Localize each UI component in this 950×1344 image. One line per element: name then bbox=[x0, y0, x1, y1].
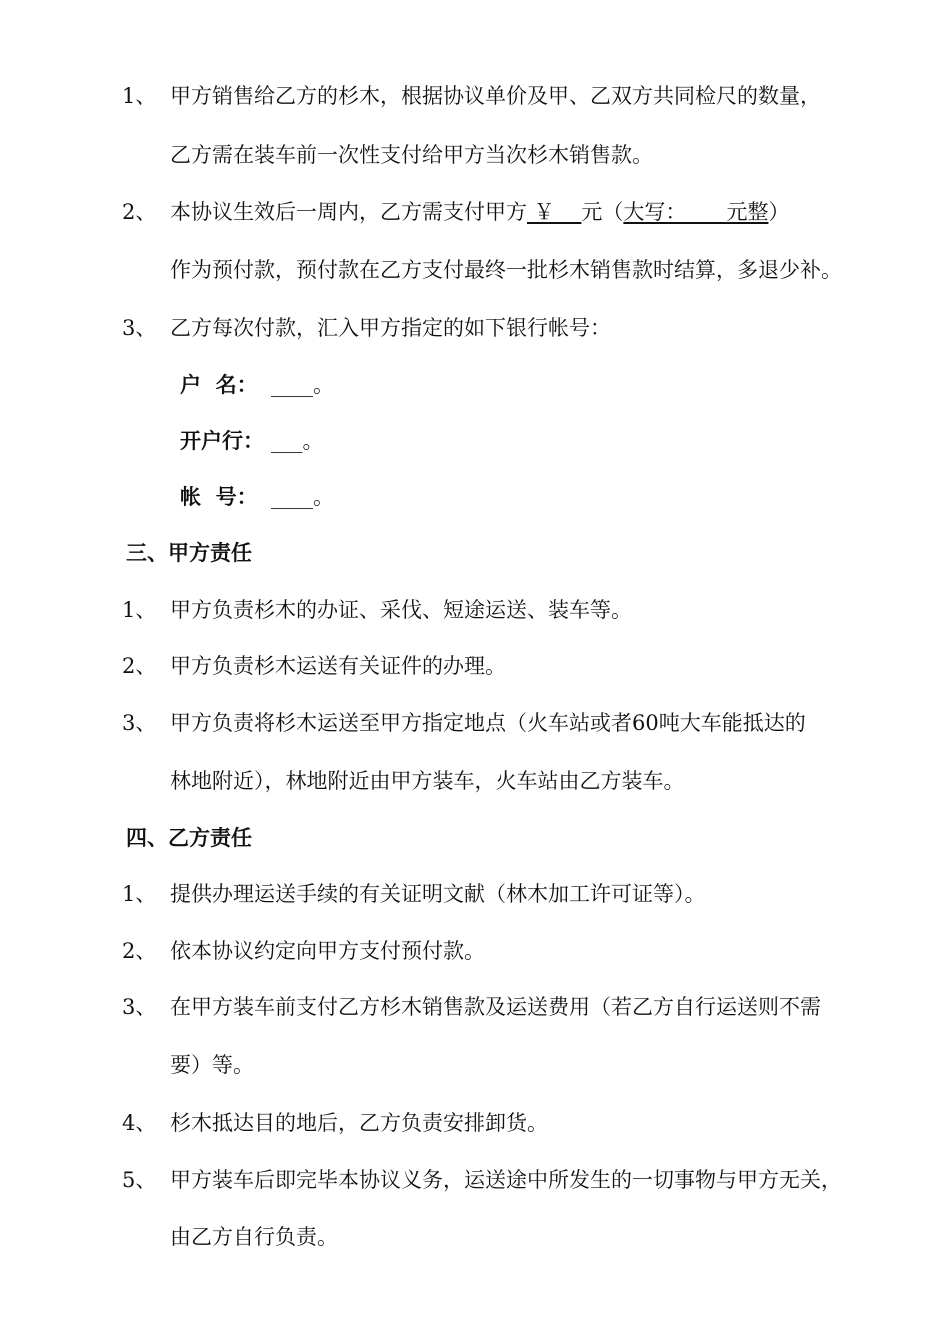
section-heading: 三、甲方责任 bbox=[126, 540, 252, 565]
item-text: 乙方每次付款，汇入甲方指定的如下银行帐号： bbox=[170, 316, 611, 340]
payment-item-2-continued bbox=[0, 250, 950, 290]
item-text-part: ） bbox=[768, 200, 790, 224]
payment-item-1 bbox=[0, 76, 950, 116]
item-text: 甲方负责杉木的办证、采伐、短途运送、装车等。 bbox=[170, 598, 632, 622]
item-text-continued: 作为预付款，预付款在乙方支付最终一批杉木销售款时结算，多退少补。 bbox=[170, 258, 842, 282]
item-text: 杉木抵达目的地后，乙方负责安排卸货。 bbox=[170, 1111, 548, 1135]
account-number-label: 帐 号： bbox=[180, 484, 258, 509]
section-3-heading-row bbox=[0, 533, 950, 573]
item-number: 3、 bbox=[122, 995, 157, 1019]
item-number: 5、 bbox=[122, 1168, 157, 1192]
account-number-value: ____。 bbox=[271, 485, 334, 509]
item-number: 2、 bbox=[122, 939, 157, 963]
party-b-item-2 bbox=[0, 931, 950, 971]
item-number: 1、 bbox=[122, 84, 157, 108]
payment-item-2 bbox=[0, 192, 950, 232]
item-text: 甲方负责杉木运送有关证件的办理。 bbox=[170, 654, 506, 678]
party-b-item-5 bbox=[0, 1160, 950, 1200]
prepayment-amount-in-words-blank: 大写： 元整 bbox=[623, 200, 769, 224]
item-text: 甲方销售给乙方的杉木，根据协议单价及甲、乙双方共同检尺的数量， bbox=[170, 84, 821, 108]
bank-account-number-row bbox=[0, 477, 950, 517]
item-text: 提供办理运送手续的有关证明文献（林木加工许可证等）。 bbox=[170, 882, 706, 906]
bank-name-value: ___。 bbox=[271, 429, 324, 453]
payment-item-1-continued bbox=[0, 135, 950, 175]
bank-account-name-row bbox=[0, 365, 950, 405]
item-text-continued: 由乙方自行负责。 bbox=[170, 1225, 338, 1249]
item-text: 依本协议约定向甲方支付预付款。 bbox=[170, 939, 485, 963]
item-number: 3、 bbox=[122, 316, 157, 340]
item-text: 甲方装车后即完毕本协议义务，运送途中所发生的一切事物与甲方无关， bbox=[170, 1168, 842, 1192]
section-heading: 四、乙方责任 bbox=[126, 825, 252, 850]
account-name-value: ____。 bbox=[271, 373, 334, 397]
party-a-item-1 bbox=[0, 590, 950, 630]
item-text: 在甲方装车前支付乙方杉木销售款及运送费用（若乙方自行运送则不需 bbox=[170, 995, 821, 1019]
party-b-item-3 bbox=[0, 987, 950, 1027]
item-number: 1、 bbox=[122, 598, 157, 622]
section-4-heading-row bbox=[0, 818, 950, 858]
item-text bbox=[170, 192, 789, 232]
party-b-item-4 bbox=[0, 1103, 950, 1143]
party-b-item-5-continued bbox=[0, 1217, 950, 1257]
party-a-item-3-continued bbox=[0, 761, 950, 801]
item-number: 4、 bbox=[122, 1111, 157, 1135]
party-b-item-3-continued bbox=[0, 1045, 950, 1085]
item-number: 1、 bbox=[122, 882, 157, 906]
bank-name-label: 开户行： bbox=[180, 428, 264, 453]
party-b-item-1 bbox=[0, 874, 950, 914]
item-text-continued: 林地附近），林地附近由甲方装车，火车站由乙方装车。 bbox=[170, 769, 685, 793]
bank-name-row bbox=[0, 421, 950, 461]
item-text-part: 本协议生效后一周内，乙方需支付甲方 bbox=[170, 200, 527, 224]
item-text: 甲方负责将杉木运送至甲方指定地点（火车站或者60吨大车能抵达的 bbox=[170, 711, 806, 735]
item-text-continued: 要）等。 bbox=[170, 1053, 254, 1077]
party-a-item-3 bbox=[0, 703, 950, 743]
item-number: 2、 bbox=[122, 654, 157, 678]
party-a-item-2 bbox=[0, 646, 950, 686]
prepayment-amount-blank: ￥ bbox=[527, 200, 582, 224]
account-name-label: 户 名： bbox=[180, 372, 258, 397]
item-number: 2、 bbox=[122, 200, 157, 224]
item-text-continued: 乙方需在装车前一次性支付给甲方当次杉木销售款。 bbox=[170, 143, 653, 167]
item-text-part: 元（ bbox=[581, 200, 624, 224]
item-number: 3、 bbox=[122, 711, 157, 735]
payment-item-3 bbox=[0, 308, 950, 348]
